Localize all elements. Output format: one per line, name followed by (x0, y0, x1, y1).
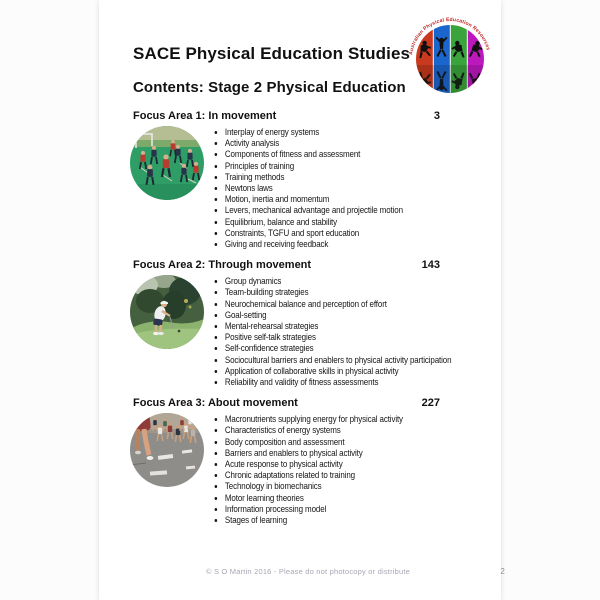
toc-item: • Body composition and assessment (225, 437, 483, 448)
toc-item: • Team-building strategies (225, 287, 483, 298)
toc-list (212, 276, 483, 388)
toc-item: • Sociocultural barriers and enablers to physical activity participation (225, 355, 483, 366)
toc-item: • Constraints, TGFU and sport education (225, 228, 483, 239)
toc-item: • Characteristics of energy systems (225, 425, 483, 436)
section-page-number: 227 (421, 397, 440, 410)
section-page-number: 143 (421, 259, 440, 272)
toc-item: • Barriers and enablers to physical activity (225, 448, 483, 459)
toc-item: • Equilibrium, balance and stability (225, 217, 483, 228)
indoor-hockey-photo (130, 126, 204, 200)
section-focus-area-2 (133, 259, 477, 388)
section-heading: Focus Area 3: About movement (133, 397, 298, 410)
document-page (99, 0, 505, 600)
toc-item: • Reliability and validity of fitness assessments (225, 377, 483, 388)
toc-item: • Newtons laws (225, 183, 483, 194)
toc-item: • Acute response to physical activity (225, 459, 483, 470)
toc-item: • Positive self-talk strategies (225, 332, 483, 343)
page-content (99, 0, 505, 600)
page-subtitle: Contents: Stage 2 Physical Education (133, 79, 406, 96)
section-page-number: 3 (433, 110, 440, 122)
toc-item: • Principles of training (225, 161, 483, 172)
road-race-photo (130, 413, 204, 487)
section-heading-row (133, 110, 440, 122)
toc-item: • Goal-setting (225, 310, 483, 321)
toc-list (212, 414, 483, 526)
copyright-notice: © S O Martin 2016 - Please do not photocopy or distribute (205, 567, 411, 576)
toc-item: • Activity analysis (225, 138, 483, 149)
toc-list (212, 127, 483, 250)
toc-item: • Motor learning theories (225, 493, 483, 504)
toc-item: • Stages of learning (225, 515, 483, 526)
section-body (133, 275, 477, 388)
toc-item: • Macronutrients supplying energy for physical activity (225, 414, 483, 425)
golfer-photo (130, 275, 204, 349)
page-title: SACE Physical Education Studies (133, 44, 411, 63)
logo-arc-text: Australian Physical Education Resources (408, 16, 491, 56)
toc-item: • Group dynamics (225, 276, 483, 287)
toc-item: • Components of fitness and assessment (225, 149, 483, 160)
toc-item: • Technology in biomechanics (225, 481, 483, 492)
apes-logo (406, 12, 494, 100)
toc-item: • Mental-rehearsal strategies (225, 321, 483, 332)
logo-color-bands (416, 25, 485, 93)
page-number: 2 (500, 567, 505, 576)
toc-item: • Neurochemical balance and perception of effort (225, 299, 483, 310)
section-body (133, 413, 477, 526)
toc-item: • Interplay of energy systems (225, 127, 483, 138)
toc-item: • Self-confidence strategies (225, 343, 483, 354)
section-body (133, 126, 477, 250)
section-heading-row (133, 259, 440, 271)
toc-item: • Application of collaborative skills in physical activity (225, 366, 483, 377)
page-footer (133, 567, 505, 576)
toc-item: • Training methods (225, 172, 483, 183)
section-heading: Focus Area 1: In movement (133, 110, 277, 122)
toc-item: • Levers, mechanical advantage and projectile motion (225, 205, 483, 216)
toc-item: • Chronic adaptations related to training (225, 470, 483, 481)
section-focus-area-1 (133, 110, 477, 250)
toc-item: • Motion, inertia and momentum (225, 194, 483, 205)
toc-item: • Giving and receiving feedback (225, 239, 483, 250)
section-heading: Focus Area 2: Through movement (133, 259, 312, 272)
section-focus-area-3 (133, 397, 477, 526)
section-heading-row (133, 397, 440, 409)
toc-item: • Information processing model (225, 504, 483, 515)
